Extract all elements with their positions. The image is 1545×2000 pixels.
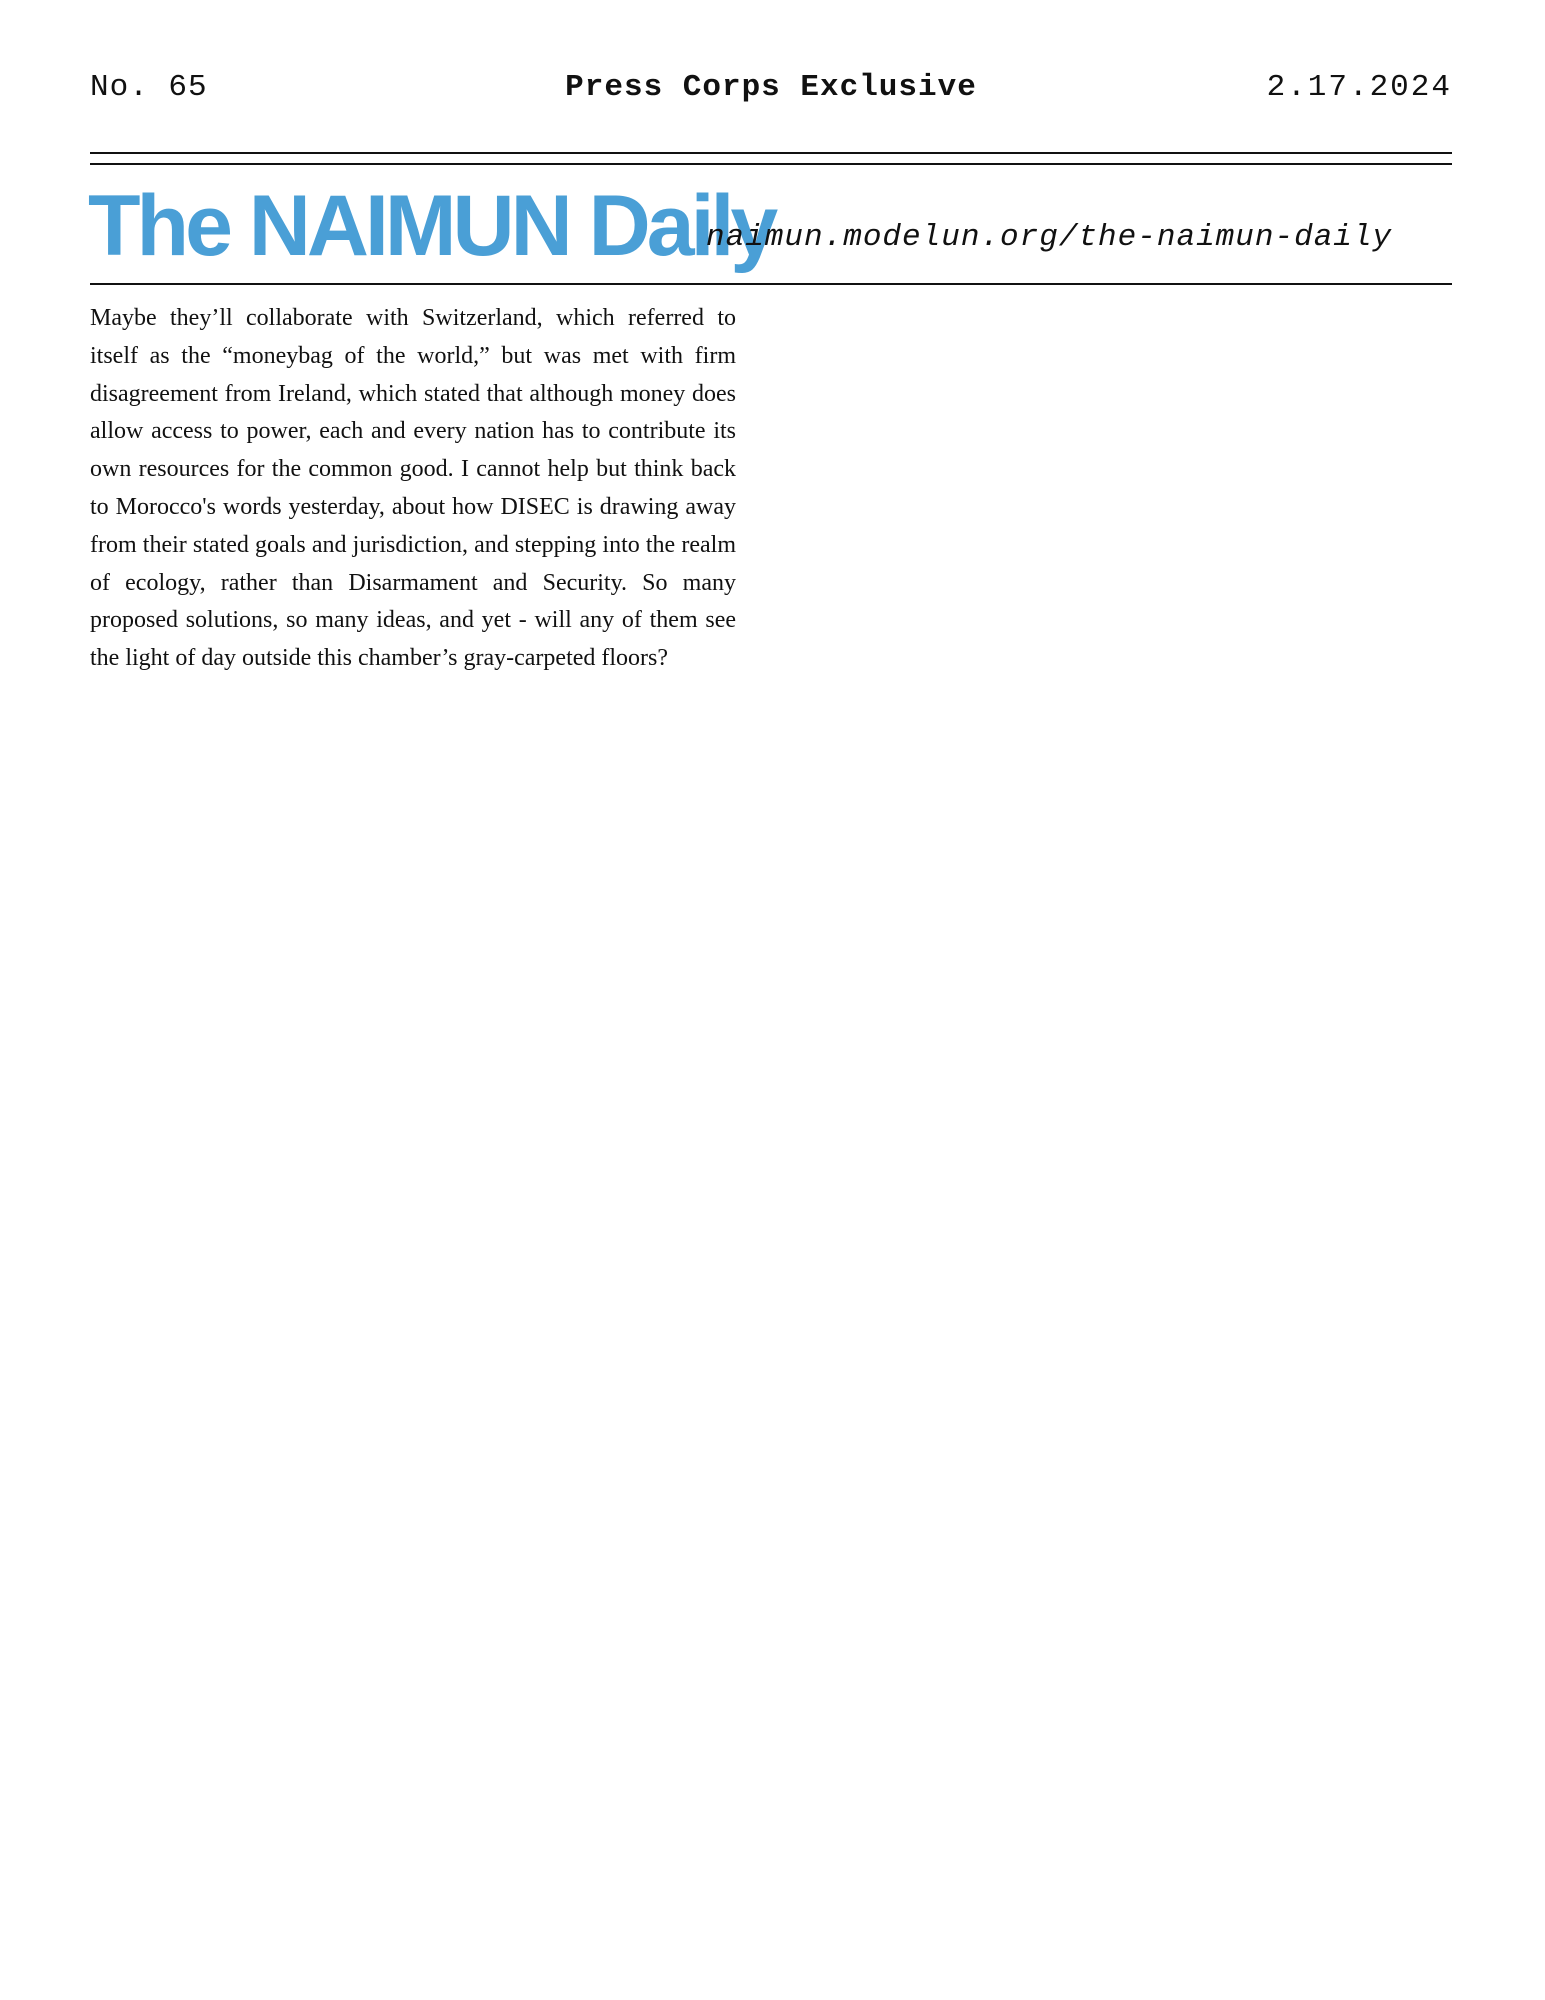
- issue-header-bar: [90, 70, 1452, 110]
- header-divider-top: [90, 152, 1452, 154]
- issue-date: 2.17.2024: [1266, 70, 1452, 105]
- masthead-url: naimun.modelun.org/the-naimun-daily: [706, 220, 1393, 255]
- header-divider-bottom: [90, 163, 1452, 165]
- masthead-divider: [90, 283, 1452, 285]
- masthead-title: The NAIMUN Daily: [88, 178, 775, 274]
- article-paragraph: Maybe they’ll collaborate with Switzerland, which referred to itself as the “moneybag of the world,” but was met with firm disagreement from Ireland, which stated that although money does allow access to power, each and every nation has to contribute its own resources for the common good. I cannot help but think back to Morocco's words yesterday, about how DISEC is drawing away from their stated goals and jurisdiction, and stepping into the realm of ecology, rather than Disarmament and Security. So many proposed solutions, so many ideas, and yet - will any of them see the light of day outside this chamber’s gray-carpeted floors?: [90, 305, 736, 672]
- issue-number: No. 65: [90, 70, 208, 105]
- section-title: Press Corps Exclusive: [565, 70, 977, 105]
